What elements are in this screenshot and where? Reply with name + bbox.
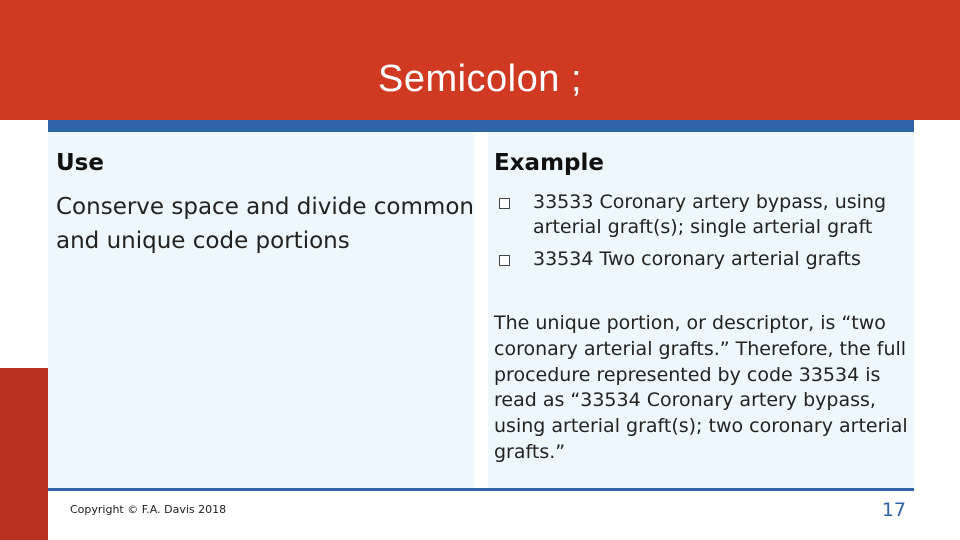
use-description: Conserve space and divide common and unique code portions — [56, 194, 474, 254]
example-explanation: The unique portion, or descriptor, is “two coronary arterial grafts.” Therefore, the full procedure represented by code 33534 is read as “33534 Coronary artery bypass, using arterial graft(s); two coronary arterial grafts.” — [494, 312, 908, 463]
left-accent-strip — [0, 368, 48, 540]
example-bullet-list — [494, 190, 914, 279]
example-heading: Example — [494, 150, 604, 176]
slide-title: Semicolon ; — [377, 58, 583, 100]
top-accent-bar — [48, 120, 914, 132]
square-bullet-icon — [499, 255, 510, 266]
bullet-text: 33533 Coronary artery bypass, using arterial graft(s); single arterial graft — [533, 191, 887, 238]
use-heading: Use — [56, 150, 104, 176]
bullet-text: 33534 Two coronary arterial grafts — [533, 248, 861, 270]
bottom-accent-bar — [48, 488, 914, 491]
page-number: 17 — [881, 499, 906, 521]
example-bullet-item — [494, 190, 914, 240]
example-bullet-item — [494, 247, 914, 272]
use-panel — [48, 132, 474, 488]
square-bullet-icon — [499, 198, 510, 209]
copyright-notice: Copyright © F.A. Davis 2018 — [70, 503, 227, 516]
